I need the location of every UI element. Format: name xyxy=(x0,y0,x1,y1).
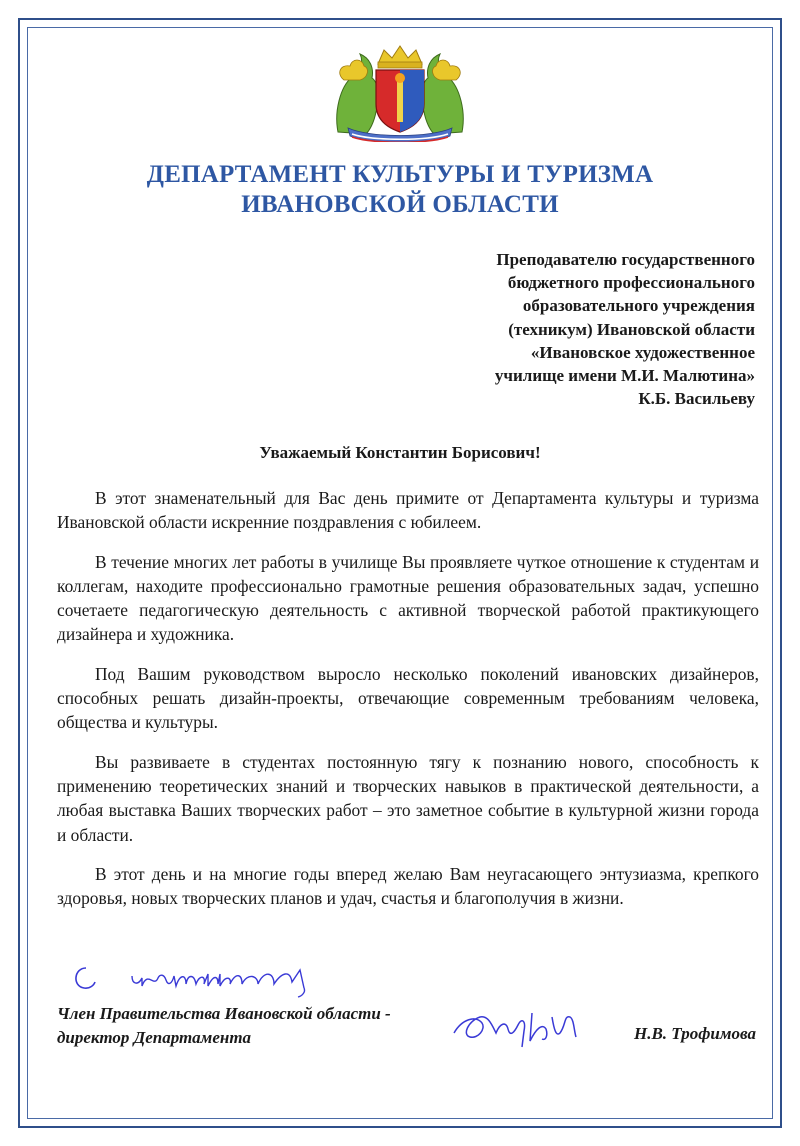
signatory-position-line2: директор Департамента xyxy=(57,1028,252,1047)
recipient-line: Преподавателю государственного xyxy=(496,250,755,269)
signatory-position-line1: Член Правительства Ивановской области - xyxy=(57,1004,391,1023)
letter-paragraph: Вы развиваете в студентах постоянную тягу к познанию нового, способность к применению теоретических знаний и творческих навыков в практической деятельности, а любая выставка Ваших творческих работ – это заметное событие в культурной жизни города и области. xyxy=(57,751,759,845)
department-title xyxy=(60,160,740,220)
salutation: Уважаемый Константин Борисович! xyxy=(259,443,541,462)
coat-of-arms-icon xyxy=(330,42,470,142)
handwritten-signature xyxy=(448,1003,580,1053)
recipient-line: образовательного учреждения xyxy=(522,296,755,316)
department-title-line1: ДЕПАРТАМЕНТ КУЛЬТУРЫ И ТУРИЗМА xyxy=(146,161,654,188)
recipient-block xyxy=(375,248,755,410)
letter-body xyxy=(57,486,759,925)
letter-paragraph: В этот день и на многие годы вперед желаю Вам неугасающего энтузиазма, крепкого здоровья, новых творческих планов и удач, счастья и благополучия в жизни. xyxy=(57,863,759,909)
letter-paragraph: В этот знаменательный для Вас день примите от Департамента культуры и туризма Ивановской области искренние поздравления с юбилеем. xyxy=(57,488,759,533)
recipient-name: К.Б. Васильеву xyxy=(638,389,755,409)
recipient-line: (техникум) Ивановской области xyxy=(508,319,755,339)
letter-paragraph: В течение многих лет работы в училище Вы проявляете чуткое отношение к студентам и коллегам, находите профессионально грамотные решения образовательных задач, успешно сочетаете педагогическую деятельность с активной творческой работой практикующего дизайнера и художника. xyxy=(57,551,759,645)
recipient-line: бюджетного профессионального xyxy=(507,273,755,293)
department-title-line2: ИВАНОВСКОЙ ОБЛАСТИ xyxy=(241,191,559,218)
recipient-line: училище имени М.И. Малютина» xyxy=(494,366,755,386)
letter-paragraph: Под Вашим руководством выросло несколько поколений ивановских дизайнеров, способных решать дизайн-проекты, отвечающие современным требованиям человека, общества и культуры. xyxy=(57,663,759,733)
handwritten-regards xyxy=(68,960,338,1000)
recipient-line: «Ивановское художественное xyxy=(530,342,755,362)
signatory-position xyxy=(57,1002,391,1050)
signatory-name: Н.В. Трофимова xyxy=(633,1024,756,1043)
